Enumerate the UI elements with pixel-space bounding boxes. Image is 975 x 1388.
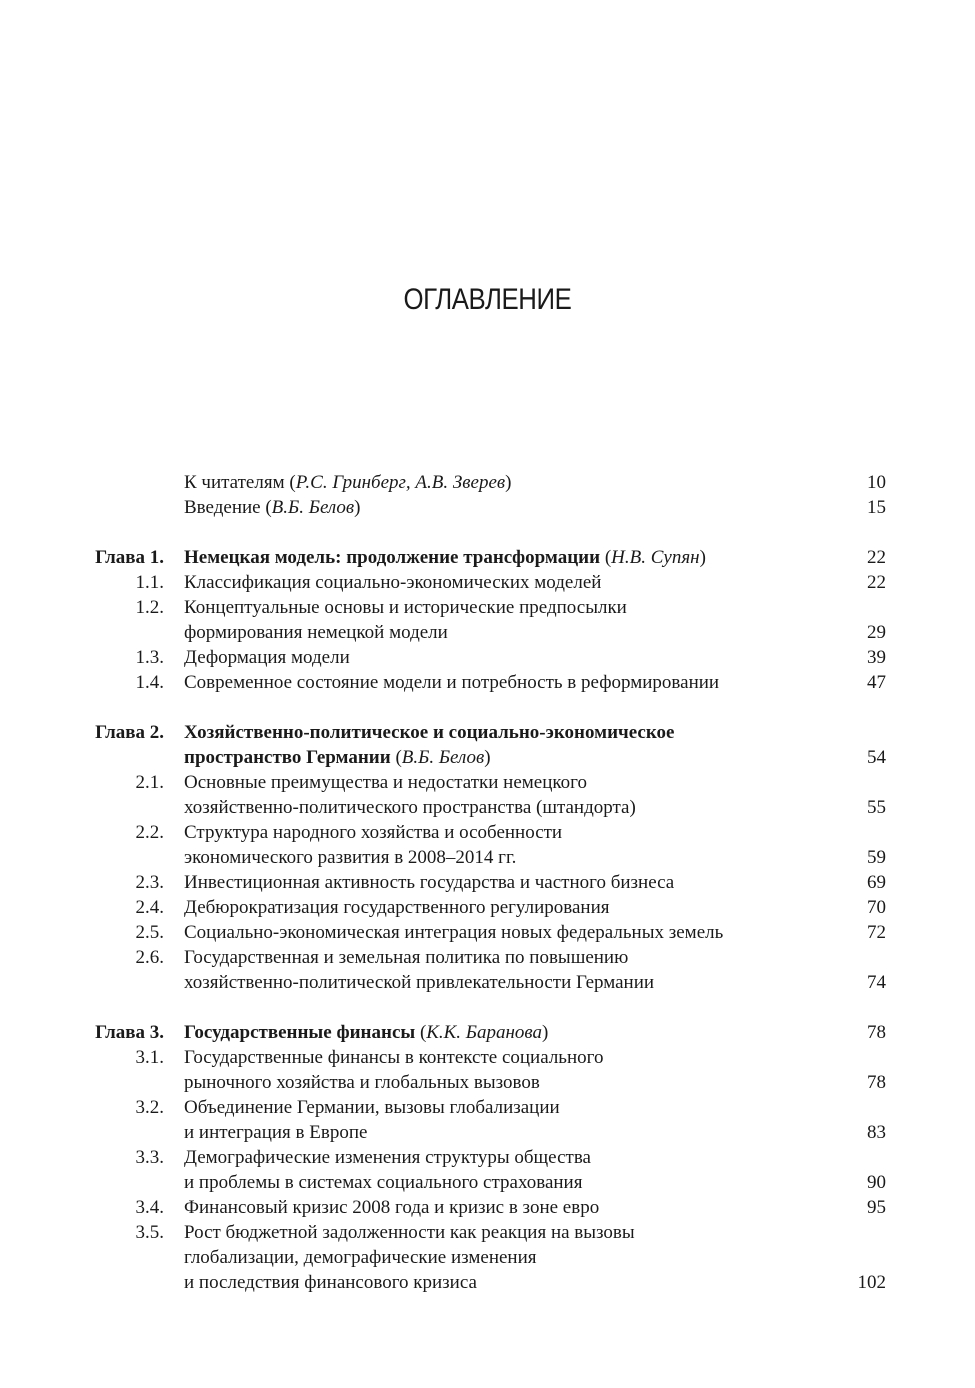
toc-line [0,1120,975,1145]
toc-chapter-entry [0,720,975,770]
title-text: и последствия финансового кризиса [184,1272,477,1293]
toc-line [0,1195,975,1220]
title-text: Дебюрократизация государственного регулирования [184,897,610,918]
page-number: 70 [867,897,886,918]
entry-title [184,1270,477,1295]
entry-title [184,1145,591,1170]
page-number: 59 [867,847,886,868]
title-text: ) [542,1022,549,1043]
toc-entry [0,770,975,820]
toc-line [0,670,975,695]
entry-title [184,1095,560,1120]
title-text: ) [354,497,361,518]
title-text: Немецкая модель: продолжение трансформации [184,547,601,568]
title-text: Хозяйственно-политическое и социально-экономическое [184,722,675,743]
section-spacer [0,695,975,720]
toc-line [0,1145,975,1170]
section-spacer [0,995,975,1020]
section-spacer [0,520,975,545]
author-name: В.Б. Белов [401,747,485,768]
section-number: 3.5. [135,1222,164,1243]
entry-title [184,1195,599,1220]
toc-entry [0,1195,975,1220]
entry-title [184,745,491,770]
title-text: Структура народного хозяйства и особенности [184,822,563,843]
toc-line [0,1070,975,1095]
entry-title [184,795,636,820]
page-number: 90 [867,1172,886,1193]
section-number: 1.3. [135,647,164,668]
toc-line [0,545,975,570]
toc-line [0,645,975,670]
toc-entry [0,670,975,695]
page-number: 39 [867,647,886,668]
title-text: ) [699,547,706,568]
title-text: Объединение Германии, вызовы глобализации [184,1097,560,1118]
section-number: 2.2. [135,822,164,843]
toc-line [0,1220,975,1245]
chapter-number: Глава 3. [95,1022,164,1043]
entry-title [184,1170,582,1195]
toc-entry [0,470,975,495]
section-number: 2.1. [135,772,164,793]
title-text: хозяйственно-политической привлекательности Германии [184,972,655,993]
toc-line [0,770,975,795]
entry-title [184,720,674,745]
page-number: 22 [867,572,886,593]
section-number: 2.5. [135,922,164,943]
section-number: 2.4. [135,897,164,918]
page-number: 74 [867,972,886,993]
author-name: Н.В. Супян [611,547,700,568]
toc-line [0,1095,975,1120]
page-number: 29 [867,622,886,643]
entry-title [184,1070,540,1095]
title-text: Рост бюджетной задолженности как реакция на вызовы [184,1222,635,1243]
title-text: Финансовый кризис 2008 года и кризис в зоне евро [184,1197,600,1218]
page-number: 78 [867,1022,886,1043]
section-number: 3.2. [135,1097,164,1118]
title-text: ( [390,747,402,768]
section-number: 1.1. [135,572,164,593]
toc-line [0,920,975,945]
toc-line [0,970,975,995]
title-text: и интеграция в Европе [184,1122,368,1143]
toc-entry [0,1145,975,1195]
entry-title [184,820,562,845]
page-number: 69 [867,872,886,893]
entry-title [184,545,706,570]
title-text: и проблемы в системах социального страхования [184,1172,583,1193]
title-text: ) [484,747,491,768]
toc-entry [0,945,975,995]
page-number: 47 [867,672,886,693]
toc-line [0,570,975,595]
toc-line [0,845,975,870]
section-number: 3.4. [135,1197,164,1218]
entry-title [184,470,511,495]
section-number: 3.3. [135,1147,164,1168]
page-number: 22 [867,547,886,568]
title-text: формирования немецкой модели [184,622,448,643]
toc-line [0,1270,975,1295]
entry-title [184,495,361,520]
section-number: 1.4. [135,672,164,693]
title-text: Государственные финансы [184,1022,416,1043]
entry-title [184,1220,635,1245]
toc-line [0,745,975,770]
entry-title [184,645,350,670]
title-text: Основные преимущества и недостатки немецкого [184,772,587,793]
title-text: пространство Германии [184,747,391,768]
toc-entry [0,595,975,645]
page-number: 78 [867,1072,886,1093]
title-text: Государственная и земельная политика по повышению [184,947,629,968]
toc-line [0,1245,975,1270]
entry-title [184,1245,537,1270]
title-text: ( [600,547,612,568]
toc-entry [0,895,975,920]
entry-title [184,1120,367,1145]
page-number: 72 [867,922,886,943]
toc-line [0,1020,975,1045]
title-text: Государственные финансы в контексте социального [184,1047,604,1068]
title-text: экономического развития в 2008–2014 гг. [184,847,517,868]
toc-line [0,1045,975,1070]
table-of-contents [0,470,975,1295]
toc-entry [0,820,975,870]
entry-title [184,670,719,695]
title-text: К читателям ( [184,472,296,493]
title-text: Современное состояние модели и потребность в реформировании [184,672,720,693]
chapter-number: Глава 2. [95,722,164,743]
section-number: 3.1. [135,1047,164,1068]
entry-title [184,1045,603,1070]
page-number: 54 [867,747,886,768]
author-name: В.Б. Белов [271,497,355,518]
toc-entry [0,1045,975,1095]
page-title: ОГЛАВЛЕНИЕ [403,283,572,316]
title-text: Инвестиционная активность государства и частного бизнеса [184,872,675,893]
section-number: 2.6. [135,947,164,968]
title-text: Демографические изменения структуры общества [184,1147,591,1168]
toc-line [0,820,975,845]
toc-line [0,1170,975,1195]
title-text: Деформация модели [184,647,350,668]
toc-line [0,895,975,920]
author-name: К.К. Баранова [426,1022,543,1043]
toc-entry [0,570,975,595]
entry-title [184,1020,548,1045]
title-text: хозяйственно-политического пространства (штандорта) [184,797,636,818]
title-text: ( [415,1022,427,1043]
page-number: 83 [867,1122,886,1143]
section-number: 1.2. [135,597,164,618]
entry-title [184,570,601,595]
page-number: 15 [867,497,886,518]
entry-title [184,770,587,795]
toc-entry [0,1220,975,1295]
toc-chapter-entry [0,545,975,570]
title-text: Социально-экономическая интеграция новых федеральных земель [184,922,724,943]
title-text: Введение ( [184,497,272,518]
entry-title [184,920,723,945]
entry-title [184,595,627,620]
entry-title [184,895,609,920]
page-number: 55 [867,797,886,818]
entry-title [184,970,654,995]
page-number: 95 [867,1197,886,1218]
toc-line [0,620,975,645]
toc-entry [0,495,975,520]
title-text: глобализации, демографические изменения [184,1247,537,1268]
toc-line [0,470,975,495]
entry-title [184,945,628,970]
title-text: рыночного хозяйства и глобальных вызовов [184,1072,540,1093]
toc-entry [0,1095,975,1145]
title-text: ) [505,472,512,493]
entry-title [184,845,516,870]
toc-entry [0,870,975,895]
toc-line [0,720,975,745]
toc-entry [0,645,975,670]
page-number: 102 [857,1272,886,1293]
entry-title [184,870,674,895]
toc-line [0,795,975,820]
toc-line [0,870,975,895]
entry-title [184,620,448,645]
toc-line [0,495,975,520]
toc-line [0,945,975,970]
toc-entry [0,920,975,945]
author-name: Р.С. Гринберг, А.В. Зверев [295,472,506,493]
title-text: Концептуальные основы и исторические предпосылки [184,597,627,618]
section-number: 2.3. [135,872,164,893]
title-text: Классификация социально-экономических моделей [184,572,602,593]
chapter-number: Глава 1. [95,547,164,568]
toc-chapter-entry [0,1020,975,1045]
toc-line [0,595,975,620]
page-number: 10 [867,472,886,493]
